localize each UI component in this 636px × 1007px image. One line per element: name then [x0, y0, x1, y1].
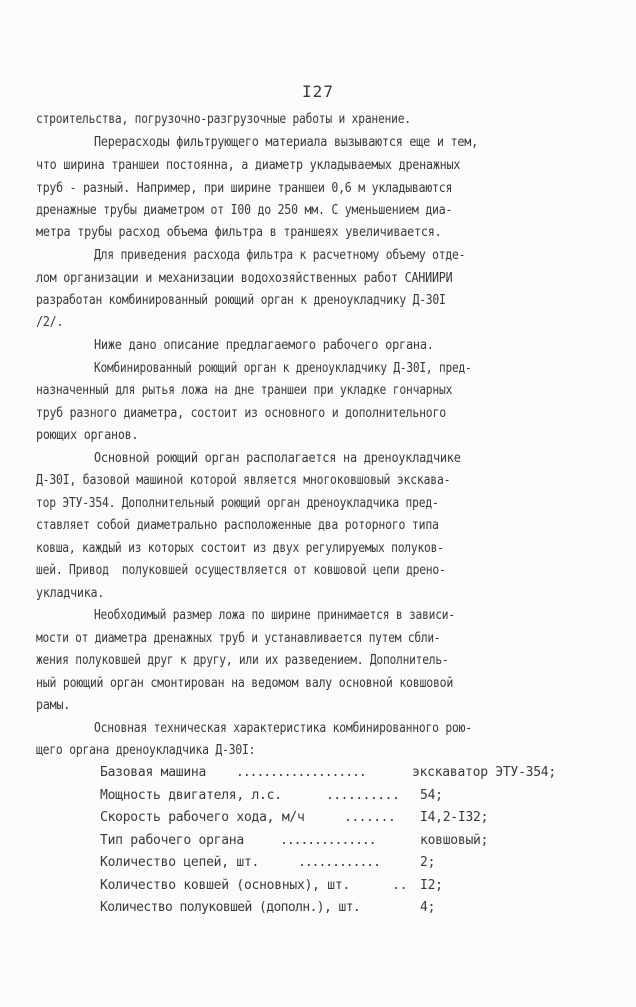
text-line: рамы. [36, 698, 71, 713]
text-line: /2/. [36, 315, 64, 330]
text-line: укладчика. [36, 586, 105, 601]
spec-value: 2; [420, 855, 436, 870]
text-line: труб - разный. Например, при ширине траншеи 0,6 м укладываются [36, 181, 453, 196]
spec-row [36, 830, 600, 852]
spec-name: Количество цепей, шт. [100, 855, 260, 870]
spec-dots: .......... [326, 788, 400, 803]
text-line: тор ЭТУ-354. Дополнительный роющий орган дреноукладчика пред- [36, 496, 439, 511]
text-line: Основной роющий орган располагается на дреноукладчике [94, 451, 461, 466]
spec-row [36, 762, 600, 784]
page-number: I27 [302, 82, 334, 101]
spec-name: Тип рабочего органа [100, 833, 244, 848]
text-line: Необходимый размер ложа по ширине принимается в зависи- [94, 608, 455, 623]
spec-row [36, 785, 600, 807]
text-line: строительства, погрузочно-разгрузочные работы и хранение. [36, 112, 411, 127]
spec-value: ковшовый; [420, 833, 489, 848]
spec-name: Мощность двигателя, л.с. [100, 788, 282, 803]
text-line: шей. Привод полуковшей осуществляется от ковшовой цепи дрено- [36, 563, 446, 578]
spec-value: 54; [420, 788, 443, 803]
spec-row [36, 852, 600, 874]
text-line: жения полуковшей друг к другу, или их разведением. Дополнитель- [36, 653, 449, 668]
spec-value: I2; [420, 878, 443, 893]
spec-name: Количество полуковшей (дополн.), шт. [100, 900, 361, 915]
text-line: метра трубы расход объема фильтра в траншеях увеличивается. [36, 225, 442, 240]
spec-value: экскаватор ЭТУ-354; [412, 765, 556, 780]
spec-value: 4; [420, 900, 436, 915]
text-line: Комбинированный роющий орган к дреноукладчику Д-30I, пред- [94, 361, 472, 376]
spec-dots: .. [392, 878, 408, 893]
spec-dots: ............ [298, 855, 380, 870]
spec-name: Количество ковшей (основных), шт. [100, 878, 351, 893]
text-line: Основная техническая характеристика комбинированного рою- [94, 721, 472, 736]
text-line: труб разного диаметра, состоит из основного и дополнительного [36, 406, 446, 421]
text-line: Ниже дано описание предлагаемого рабочего органа. [94, 338, 434, 353]
spec-name: Базовая машина [100, 765, 207, 780]
text-line: Для приведения расхода фильтра к расчетному объему отде- [94, 248, 466, 263]
spec-row [36, 875, 600, 897]
text-line: что ширина траншеи постоянна, а диаметр укладываемых дренажных [36, 158, 461, 173]
spec-dots: .............. [280, 833, 376, 848]
spec-name: Скорость рабочего хода, м/ч [100, 810, 305, 825]
text-line: лом организации и механизации водохозяйственных работ САНИИРИ [36, 271, 453, 286]
spec-row [36, 897, 600, 919]
spec-row [36, 807, 600, 829]
spec-value: I4,2-I32; [420, 810, 489, 825]
spec-dots: ....... [344, 810, 396, 825]
text-line: ставляет собой диаметрально расположенные два роторного типа [36, 518, 439, 533]
spec-dots: ................... [236, 765, 366, 780]
text-line: ковша, каждый из которых состоит из двух регулируемых полуков- [36, 541, 444, 556]
text-line: щего органа дреноукладчика Д-30I: [36, 743, 256, 758]
text-line: ный роющий орган смонтирован на ведомом валу основной ковшовой [36, 676, 454, 691]
text-line: назначенный для рытья ложа на дне траншеи при укладке гончарных [36, 383, 453, 398]
text-line: разработан комбинированный роющий орган к дреноукладчику Д-30I [36, 293, 446, 308]
text-line: дренажные трубы диаметром от I00 до 250 мм. С уменьшением диа- [36, 203, 453, 218]
text-line: Д-30I, базовой машиной которой является многоковшовый экскава- [36, 473, 451, 488]
text-line: роющих органов. [36, 428, 139, 443]
text-line: мости от диаметра дренажных труб и устанавливается путем сбли- [36, 631, 441, 646]
text-line: Перерасходы фильтрующего материала вызываются еще и тем, [94, 135, 478, 150]
